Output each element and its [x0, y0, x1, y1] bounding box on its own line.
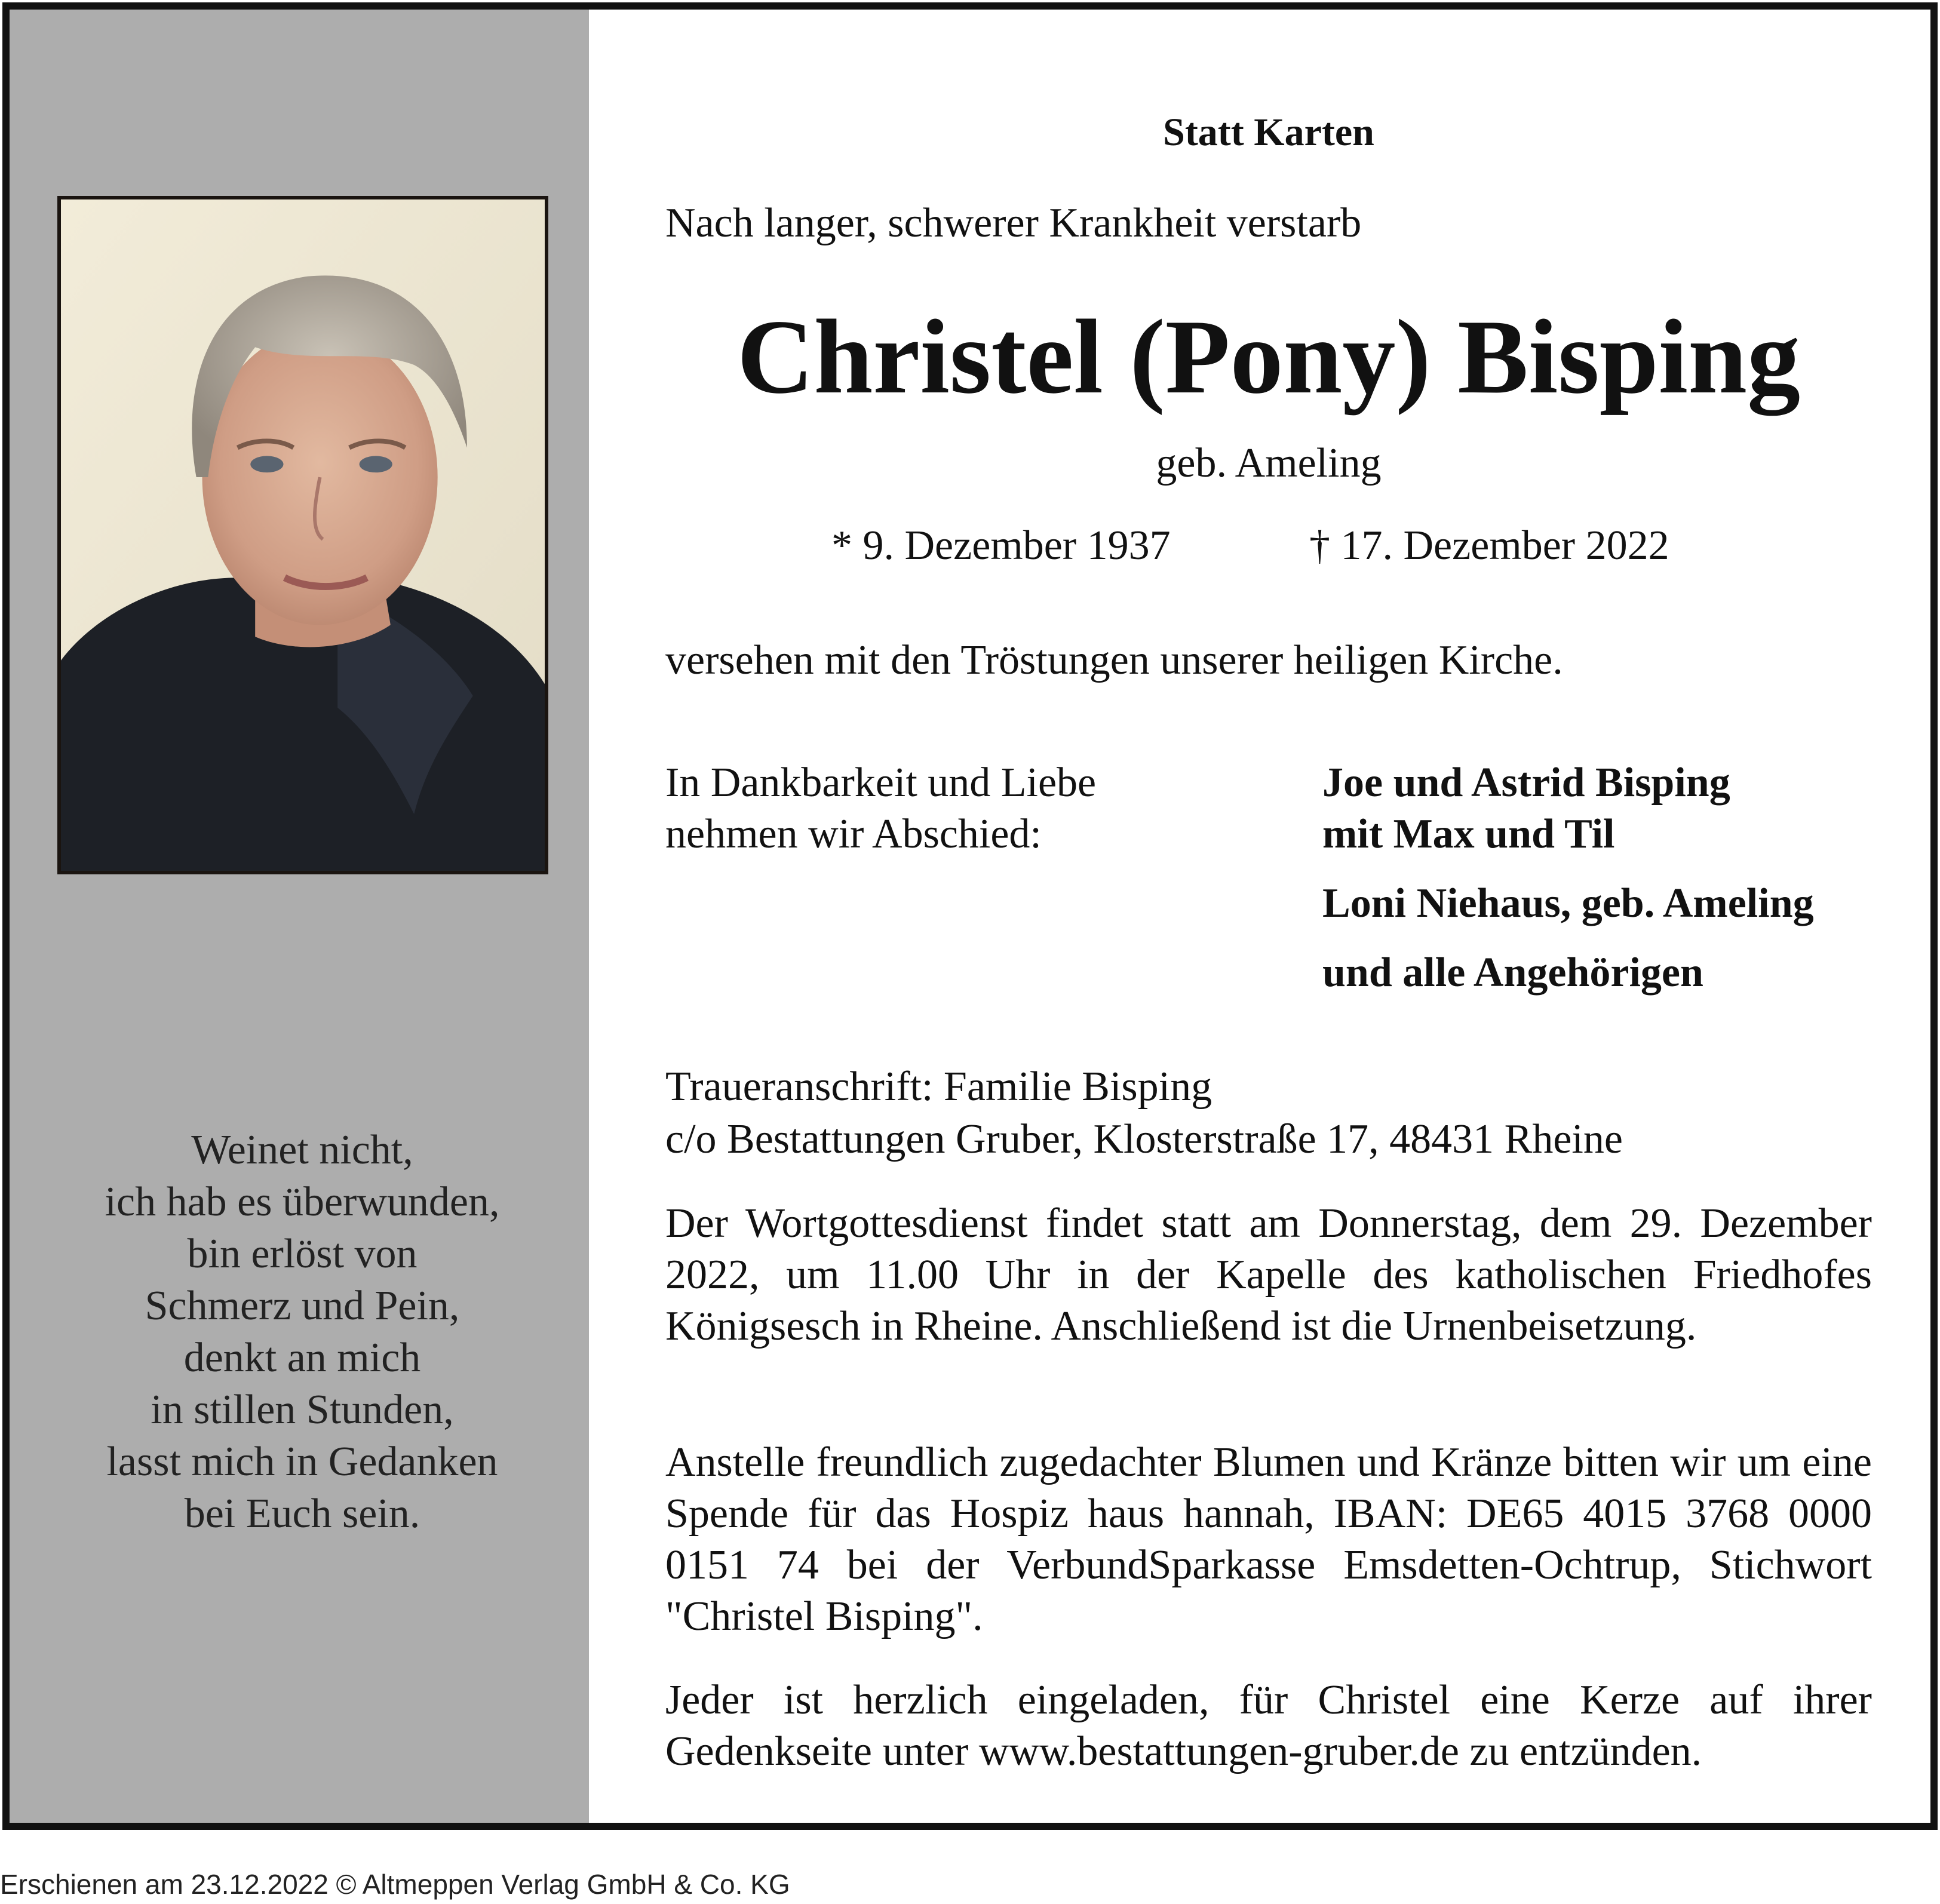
poem-line: Weinet nicht,: [191, 1127, 413, 1173]
farewell-line: [665, 809, 1173, 860]
farewell-word: In Dankbarkeit und Liebe: [665, 760, 1097, 806]
farewell-line: [665, 757, 1173, 809]
poem-line: ich hab es überwunden,: [105, 1179, 500, 1225]
mourner-family-1-line-1: Joe und Astrid Bisping: [1322, 760, 1730, 806]
deceased-name: Christel (Pony) Bisping: [736, 297, 1801, 416]
service-paragraph: Der Wortgottesdienst findet statt am Donnerstag, dem 29. Dezember 2022, um 11.00 Uhr in der Kapelle des katholischen Friedhofes Königsesch in Rheine. Anschließend ist die Urnenbeisetzung.: [665, 1200, 1872, 1349]
mourner-family-2: Loni Niehaus, geb. Ameling: [1322, 880, 1814, 926]
poem-line: lasst mich in Gedanken: [106, 1439, 498, 1485]
death-date: † 17. Dezember 2022: [1309, 523, 1669, 569]
mourner-family-1-line-2: mit Max und Til: [1322, 811, 1615, 857]
intro-line: Nach langer, schwerer Krankheit verstarb: [665, 200, 1362, 246]
maiden-name: geb. Ameling: [1156, 440, 1382, 486]
farewell-text: [665, 757, 1173, 860]
poem-line: bei Euch sein.: [184, 1491, 420, 1537]
poem-line: denkt an mich: [183, 1335, 421, 1381]
poem: [33, 1124, 571, 1540]
birth-date: * 9. Dezember 1937: [831, 523, 1171, 569]
blessing-line: versehen mit den Tröstungen unserer heiligen Kirche.: [665, 637, 1563, 683]
mourning-address: [665, 1061, 1623, 1166]
poem-line: in stillen Stunden,: [151, 1387, 454, 1433]
mourner-others: und alle Angehörigen: [1322, 950, 1703, 996]
address-line: Traueranschrift: Familie Bisping: [665, 1064, 1212, 1110]
address-line: c/o Bestattungen Gruber, Klosterstraße 17, 48431 Rheine: [665, 1116, 1623, 1162]
donation-paragraph: Anstelle freundlich zugedachter Blumen und Kränze bitten wir um eine Spende für das Hospiz haus hannah, IBAN: DE65 4015 3768 0000 0151 74 bei der VerbundSparkasse Emsdetten-Ochtrup, Stichwort "Christel Bisping".: [665, 1439, 1872, 1639]
poem-line: Schmerz und Pein,: [145, 1283, 460, 1329]
portrait-image: [61, 199, 545, 871]
mourners-list: [1322, 757, 1814, 999]
poem-line: bin erlöst von: [187, 1231, 418, 1277]
left-sidebar: [10, 10, 589, 1823]
candle-paragraph: Jeder ist herzlich eingeladen, für Christel eine Kerze auf ihrer Gedenkseite unter www.bestattungen-gruber.de zu entzünden.: [665, 1677, 1872, 1774]
obituary-frame: [2, 2, 1938, 1830]
header-statt-karten: Statt Karten: [1163, 110, 1374, 154]
publication-footer: Erschienen am 23.12.2022 © Altmeppen Verlag GmbH & Co. KG: [0, 1869, 790, 1900]
farewell-word: nehmen wir Abschied:: [665, 811, 1042, 857]
portrait-photo: [57, 196, 548, 874]
